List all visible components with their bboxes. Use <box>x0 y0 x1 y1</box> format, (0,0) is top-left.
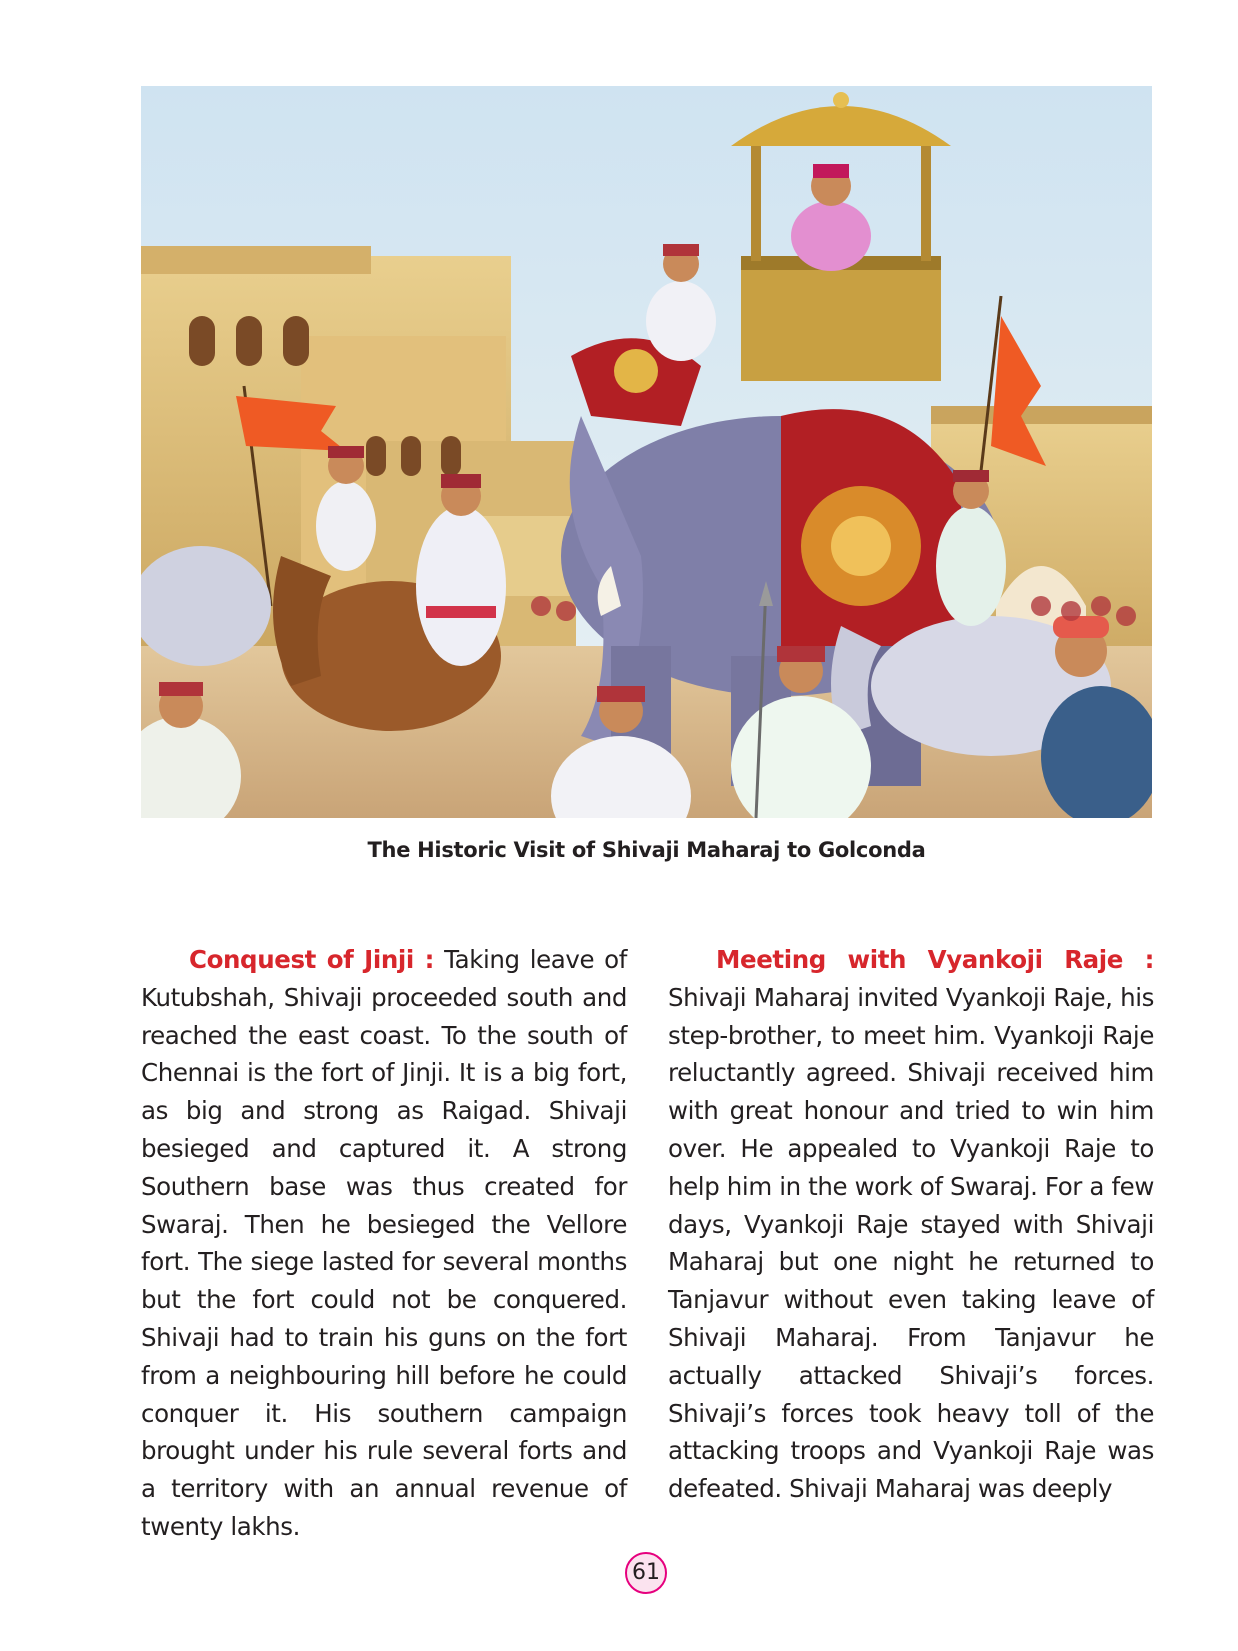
historic-visit-illustration <box>141 86 1152 818</box>
section-heading-jinji: Conquest of Jinji : <box>189 945 435 974</box>
column-right <box>668 941 1154 1508</box>
page-number: 61 <box>625 1552 667 1594</box>
section-body-vyankoji: Shivaji Maharaj invited Vyankoji Raje, his step-brother, to meet him. Vyankoji Raje reluctantly agreed. Shivaji received him with great honour and tried to win him over. He appealed to Vyankoji Raje to help him in the work of Swaraj. For a few days, Vyankoji Raje stayed with Shivaji Maharaj but one night he returned to Tanjavur without even taking leave of Shivaji Maharaj. From Tanjavur he actually attacked Shivaji’s forces. Shivaji’s forces took heavy toll of the attacking troops and Vyankoji Raje was defeated. Shivaji Maharaj was deeply <box>668 982 1154 1504</box>
section-heading-vyankoji: Meeting with Vyankoji Raje : <box>716 945 1154 974</box>
figure-caption: The Historic Visit of Shivaji Maharaj to Golconda <box>367 838 926 862</box>
section-jinji <box>141 941 627 1546</box>
column-left <box>141 941 627 1546</box>
section-body-jinji: Taking leave of Kutubshah, Shivaji proceeded south and reached the east coast. To the south of Chennai is the fort of Jinji. It is a big fort, as big and strong as Raigad. Shivaji besieged and captured it. A strong Southern base was thus created for Swaraj. Then he besieged the Vellore fort. The siege lasted for several months but the fort could not be conquered. Shivaji had to train his guns on the fort from a neighbouring hill before he could conquer it. His southern campaign brought under his rule several forts and a territory with an annual revenue of twenty lakhs. <box>141 945 627 1541</box>
section-vyankoji <box>668 941 1154 1508</box>
